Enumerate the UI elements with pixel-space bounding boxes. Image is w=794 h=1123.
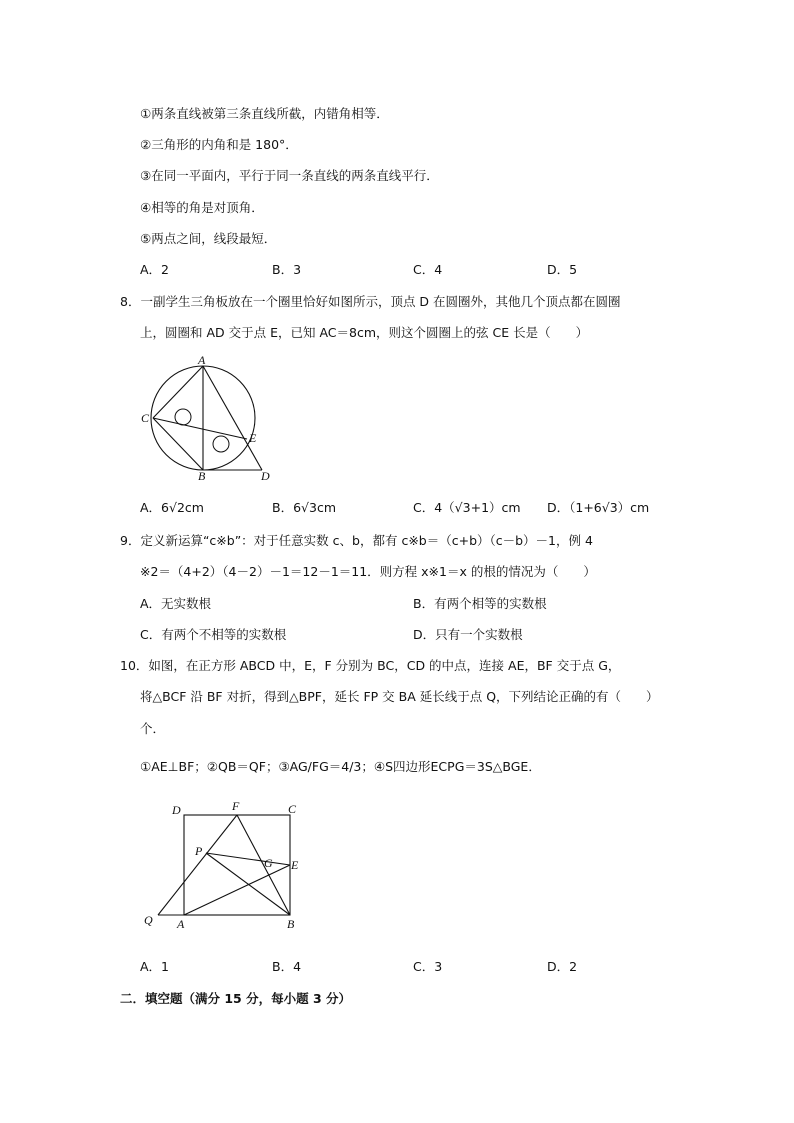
q10-segment-qf: [158, 815, 237, 915]
q8-option-d: D．（1+6√3）cm: [547, 500, 650, 515]
q10-label-e: E: [291, 858, 299, 872]
q9-stem-line2: ※2＝（4+2）（4－2）－1＝12－1＝11．则方程 x※1＝x 的根的情况为（ ）: [140, 564, 596, 579]
q7-statement-5: ⑤两点之间，线段最短．: [140, 231, 277, 246]
q10-figure: [140, 795, 310, 940]
q7-option-a: A．2: [140, 262, 170, 277]
q7-statement-2: ②三角形的内角和是 180°．: [140, 137, 298, 152]
q10-stem-line3: 个．: [140, 721, 166, 736]
q8-segment-ce: [153, 418, 247, 439]
q8-label-a: A: [198, 353, 206, 367]
q10-option-d: D．2: [547, 959, 578, 974]
q10-label-q: Q: [144, 913, 153, 927]
q10-option-a: A．1: [140, 959, 170, 974]
q10-option-b: B．4: [272, 959, 302, 974]
q7-option-c: C．4: [413, 262, 443, 277]
q10-label-b: B: [287, 917, 295, 931]
q7-statement-1: ①两条直线被第三条直线所截，内错角相等．: [140, 106, 389, 121]
q8-small-hole-2: [213, 436, 229, 452]
q8-segment-cb: [153, 418, 203, 470]
q10-conclusions: ①AE⊥BF；②QB＝QF；③AG/FG＝4/3；④S四边形ECPG＝3S△BGE．: [140, 759, 541, 774]
q8-stem-line2: 上，圆圈和 AD 交于点 E，已知 AC＝8cm，则这个圆圈上的弦 CE 长是（ ）: [140, 325, 589, 340]
q8-small-hole-1: [175, 409, 191, 425]
q8-label-c: C: [141, 411, 150, 425]
q7-option-b: B．3: [272, 262, 302, 277]
q8-label-b: B: [198, 469, 206, 483]
q8-option-c: C．4（√3+1）cm: [413, 500, 521, 515]
q10-label-p: P: [195, 844, 203, 858]
q10-label-f: F: [232, 799, 240, 813]
q8-segment-ad: [203, 366, 262, 470]
q10-stem-line1: 10．如图，在正方形 ABCD 中，E，F 分别为 BC，CD 的中点，连接 AE，BF 交于点 G，: [120, 658, 621, 673]
q10-label-d: D: [172, 803, 181, 817]
q10-label-c: C: [288, 802, 297, 816]
q10-segment-ae: [184, 865, 290, 915]
q10-stem-line2: 将△BCF 沿 BF 对折，得到△BPF，延长 FP 交 BA 延长线于点 Q，下列结论正确的有（ ）: [140, 689, 659, 704]
q9-option-a: A．无实数根: [140, 596, 212, 611]
q9-option-c: C．有两个不相等的实数根: [140, 627, 287, 642]
q8-option-a: A．6√2cm: [140, 500, 204, 515]
q8-stem-line1: 8．一副学生三角板放在一个圈里恰好如图所示，顶点 D 在圆圈外，其他几个顶点都在圆圈: [120, 294, 621, 309]
q7-option-d: D．5: [547, 262, 578, 277]
q8-figure: [135, 350, 280, 485]
q9-stem-line1: 9．定义新运算“c※b”：对于任意实数 c、b，都有 c※b＝（c+b）（c－b）－1，例 4: [120, 533, 593, 548]
q9-option-d: D．只有一个实数根: [413, 627, 523, 642]
q10-label-g: G: [264, 856, 273, 870]
q8-label-d: D: [261, 469, 270, 483]
q8-option-b: B．6√3cm: [272, 500, 336, 515]
q10-square-abcd: [184, 815, 290, 915]
q8-label-e: E: [249, 431, 257, 445]
q7-statement-4: ④相等的角是对顶角．: [140, 200, 264, 215]
q10-segment-pb: [206, 853, 290, 915]
q7-statement-3: ③在同一平面内，平行于同一条直线的两条直线平行．: [140, 168, 439, 183]
section-2-heading: 二．填空题（满分 15 分，每小题 3 分）: [120, 991, 352, 1006]
q10-segment-pe: [206, 853, 290, 865]
q9-option-b: B．有两个相等的实数根: [413, 596, 547, 611]
q10-option-c: C．3: [413, 959, 443, 974]
q10-label-a: A: [177, 917, 185, 931]
